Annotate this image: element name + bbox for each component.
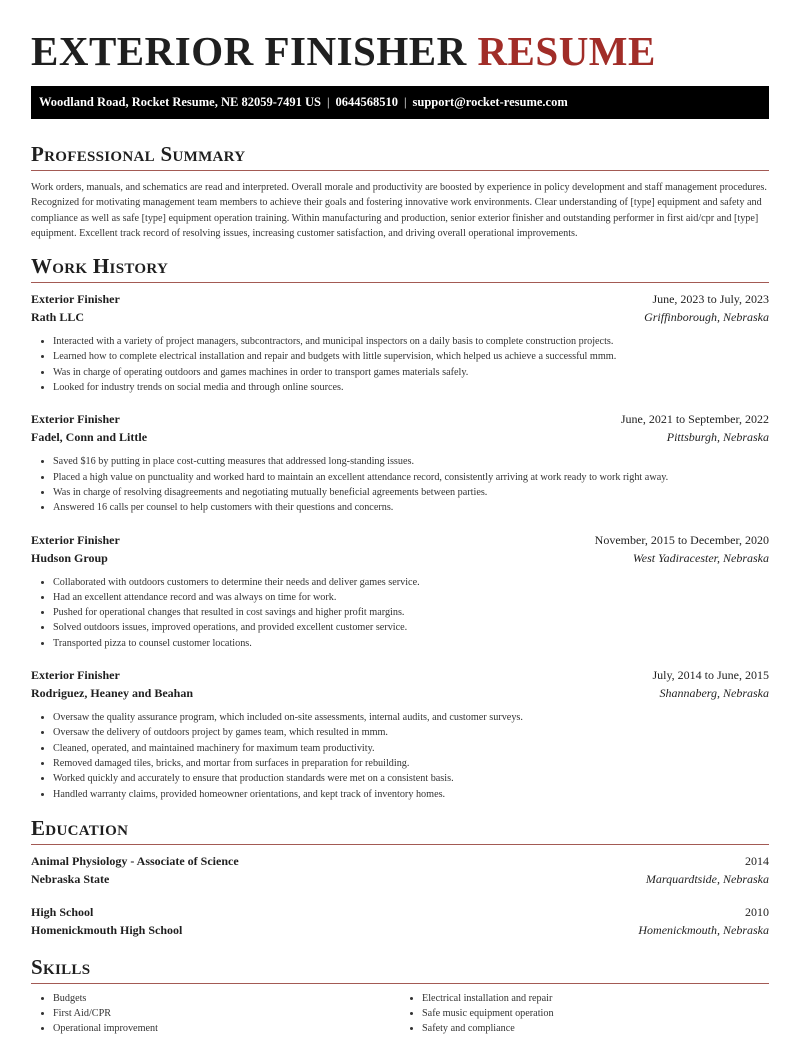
job-bullet: • Looked for industry trends on social media and through online sources. [53,380,769,395]
education-degree: High School [31,904,94,919]
job-bullet: • Was in charge of resolving disagreements and negotiating mutually beneficial agreements between parties. [53,485,769,500]
job-bullet: • Collaborated with outdoors customers to determine their needs and deliver games service. [53,575,769,590]
job-header-row [31,290,769,308]
education-section [31,815,769,939]
job-company-row [31,308,769,326]
education-heading: Education [31,815,769,845]
job-location: Pittsburgh, Nebraska [666,430,769,445]
job-company: Rodriguez, Heaney and Beahan [31,686,194,701]
contact-separator: | [326,95,330,109]
skill-item: • Safety and compliance [422,1021,769,1036]
job-title: Exterior Finisher [31,292,120,307]
job-bullet: • Was in charge of operating outdoors and games machines in order to transport games materials safely. [53,365,769,380]
resume-page [31,0,769,1037]
work-history-section [31,253,769,802]
job-bullet: • Solved outdoors issues, improved operations, and provided excellent customer service. [53,620,769,635]
skill-item: • Operational improvement [53,1021,400,1036]
education-degree: Animal Physiology - Associate of Science [31,853,239,868]
skill-item: • First Aid/CPR [53,1006,400,1021]
job-bullet: • Placed a high value on punctuality and worked hard to maintain an excellent attendance record, consistently arriving at work ready to work right away. [53,470,769,485]
education-school: Nebraska State [31,871,110,886]
contact-email: support@rocket-resume.com [412,95,568,109]
summary-heading: Professional Summary [31,141,769,171]
job-entry [31,290,769,395]
job-header-row [31,531,769,549]
job-entry [31,531,769,651]
job-company: Fadel, Conn and Little [31,430,148,445]
education-header-row [31,903,769,921]
contact-bar [31,86,769,119]
job-company: Rath LLC [31,310,85,325]
job-bullet: • Handled warranty claims, provided homeowner orientations, and kept track of inventory homes. [53,787,769,802]
job-title: Exterior Finisher [31,668,120,683]
job-header-row [31,410,769,428]
education-year: 2014 [745,853,769,868]
resume-title [31,0,769,75]
education-school-row [31,870,769,888]
skills-left-column [31,991,400,1037]
job-bullet: • Answered 16 calls per counsel to help customers with their questions and concerns. [53,500,769,515]
skills-heading: Skills [31,954,769,984]
job-dates: June, 2021 to September, 2022 [620,412,769,427]
summary-text: Work orders, manuals, and schematics are read and interpreted. Overall morale and productivity are boosted by experience in policy development and staff management procedures. Recognized for motivating management team members to achieve their goals and fostering innovative work environments. Clear understanding of [type] equipment and safety and compliance as well as safe [type] equipment operation training. Within manufacturing and production, senior exterior finisher and outstanding performer in first aid/cpr and [type] equipment. Excellent track record of resolving issues, increasing customer satisfaction, and driving overall operational improvements. [31,182,767,239]
title-main: EXTERIOR FINISHER [31,28,467,74]
job-title: Exterior Finisher [31,532,120,547]
skills-columns [31,991,769,1037]
job-location: Griffinborough, Nebraska [644,310,769,325]
job-bullets [31,334,769,395]
education-entry [31,852,769,888]
job-company-row [31,428,769,446]
job-company-row [31,684,769,702]
job-bullet: • Worked quickly and accurately to ensure that production standards were met on a consistent basis. [53,771,769,786]
job-bullet: • Learned how to complete electrical installation and repair and budgets with little supervision, which helped us achieve a successful mmm. [53,349,769,364]
job-title: Exterior Finisher [31,412,120,427]
job-bullet: • Oversaw the delivery of outdoors project by games team, which resulted in mmm. [53,725,769,740]
skill-item: • Electrical installation and repair [422,991,769,1006]
skill-item: • Safe music equipment operation [422,1006,769,1021]
job-bullet: • Oversaw the quality assurance program, which included on-site assessments, internal audits, and customer surveys. [53,710,769,725]
education-year: 2010 [745,904,769,919]
education-entry [31,903,769,939]
job-bullets [31,575,769,651]
job-bullet: • Transported pizza to counsel customer locations. [53,636,769,651]
education-school-row [31,921,769,939]
contact-phone: 0644568510 [335,95,398,109]
job-bullet: • Pushed for operational changes that resulted in cost savings and higher profit margins. [53,605,769,620]
skills-right-column [400,991,769,1037]
job-header-row [31,666,769,684]
skills-section [31,954,769,1037]
job-bullets [31,454,769,515]
job-dates: November, 2015 to December, 2020 [594,532,769,547]
skill-item: • Budgets [53,991,400,1006]
contact-separator: | [403,95,407,109]
job-location: Shannaberg, Nebraska [659,686,769,701]
job-location: West Yadiracester, Nebraska [632,550,769,565]
job-bullet: • Interacted with a variety of project managers, subcontractors, and municipal inspectors on a daily basis to complete construction projects. [53,334,769,349]
job-bullet: • Cleaned, operated, and maintained machinery for maximum team productivity. [53,741,769,756]
education-header-row [31,852,769,870]
education-location: Marquardtside, Nebraska [645,871,769,886]
title-accent: RESUME [477,28,656,74]
job-dates: July, 2014 to June, 2015 [652,668,769,683]
job-dates: June, 2023 to July, 2023 [652,292,769,307]
job-entry [31,410,769,515]
job-entry [31,666,769,802]
job-bullet: • Had an excellent attendance record and was always on time for work. [53,590,769,605]
job-bullet: • Saved $16 by putting in place cost-cutting measures that addressed long-standing issues. [53,454,769,469]
job-company: Hudson Group [31,550,108,565]
education-school: Homenickmouth High School [31,922,183,937]
work-history-heading: Work History [31,253,769,283]
summary-section [31,141,769,241]
education-location: Homenickmouth, Nebraska [638,922,769,937]
job-company-row [31,549,769,567]
job-bullets [31,710,769,802]
contact-address: Woodland Road, Rocket Resume, NE 82059-7491 US [39,95,321,109]
job-bullet: • Removed damaged tiles, bricks, and mortar from surfaces in preparation for rebuilding. [53,756,769,771]
